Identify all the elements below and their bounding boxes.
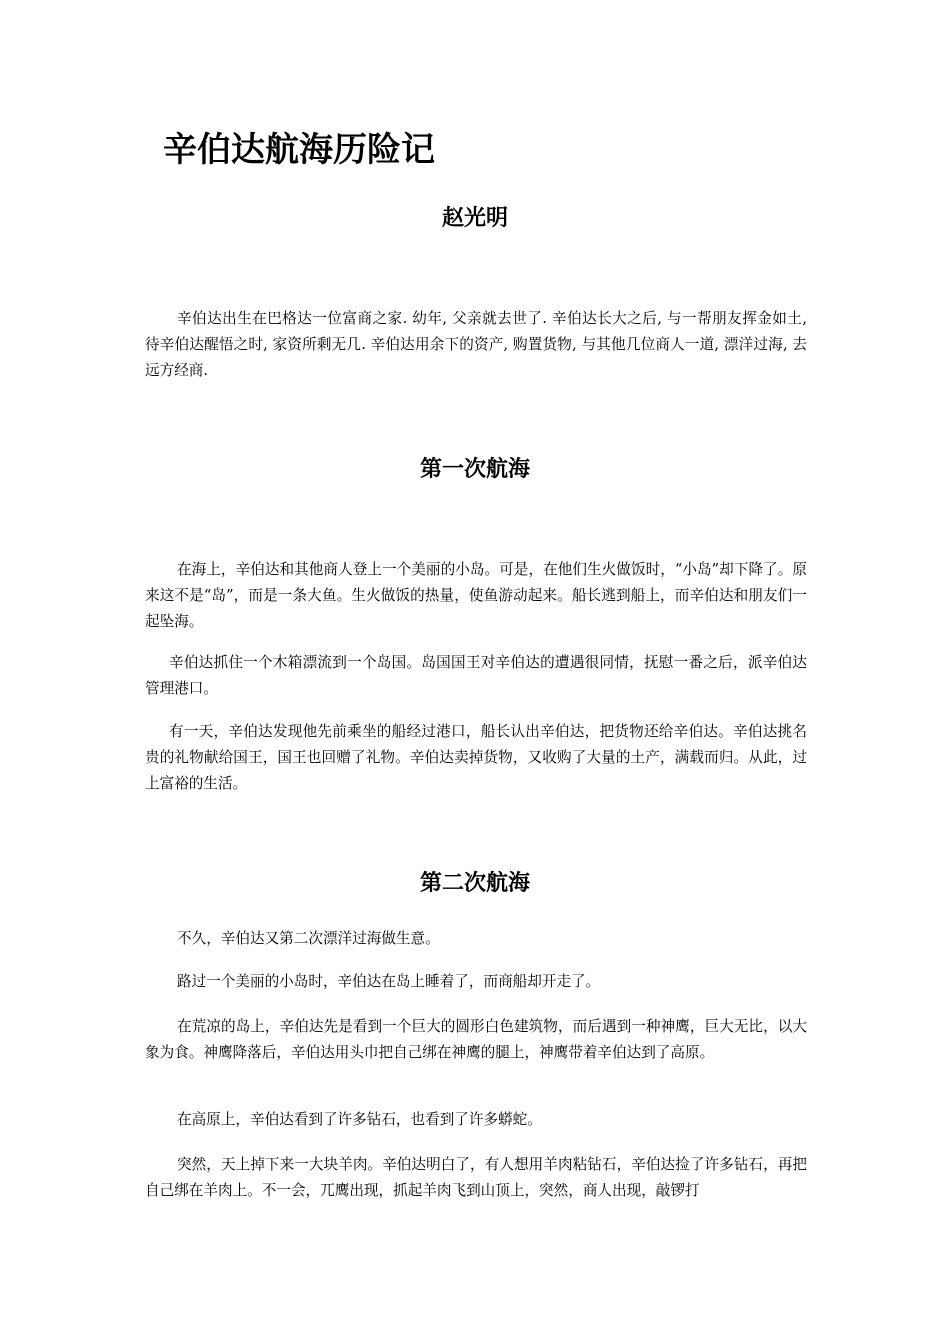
section-2-paragraph-3: 在荒凉的岛上，辛伯达先是看到一个巨大的圆形白色建筑物，而后遇到一种神鹰，巨大无比，以大象为食。神鹰降落后，辛伯达用头巾把自己绑在神鹰的腿上，神鹰带着辛伯达到了高原。: [145, 1018, 807, 1061]
section-heading-1: 第一次航海: [419, 456, 530, 482]
intro-paragraph: 辛伯达出生在巴格达一位富商之家. 幼年, 父亲就去世了. 辛伯达长大之后, 与一帮朋友挥金如土, 待辛伯达醒悟之时, 家资所剩无几. 辛伯达用余下的资产, 购置货物, 与其他几位商人一道, 漂洋过海, 去远方经商.: [145, 310, 807, 379]
section-1-paragraph-2: 辛伯达抓住一个木箱漂流到一个岛国。岛国国王对辛伯达的遭遇很同情，抚慰一番之后，派辛伯达管理港口。: [145, 654, 807, 697]
section-heading-2: 第二次航海: [419, 870, 530, 896]
section-2-paragraph-4: 在高原上，辛伯达看到了许多钻石，也看到了许多蟒蛇。: [177, 1111, 542, 1128]
section-2-paragraph-5: 突然，天上掉下来一大块羊肉。辛伯达明白了，有人想用羊肉粘钻石，辛伯达捡了许多钻石，再把自己绑在羊肉上。不一会，兀鹰出现，抓起羊肉飞到山顶上，突然，商人出现，敲锣打: [145, 1156, 807, 1199]
document-title: 辛伯达航海历险记: [163, 130, 435, 170]
section-1-paragraph-3: 有一天，辛伯达发现他先前乘坐的船经过港口，船长认出辛伯达，把货物还给辛伯达。辛伯达挑名贵的礼物献给国王，国王也回赠了礼物。辛伯达卖掉货物，又收购了大量的土产，满载而归。从此，过上富裕的生活。: [145, 723, 807, 792]
section-2-paragraph-2: 路过一个美丽的小岛时，辛伯达在岛上睡着了，而商船却开走了。: [177, 973, 601, 990]
author-name: 赵光明: [441, 205, 508, 231]
section-2-paragraph-1: 不久，辛伯达又第二次漂洋过海做生意。: [177, 930, 440, 947]
section-1-paragraph-1: 在海上，辛伯达和其他商人登上一个美丽的小岛。可是，在他们生火做饭时，“小岛”却下降了。原来这不是“岛”，而是一条大鱼。生火做饭的热量，使鱼游动起来。船长逃到船上，而辛伯达和朋友们一起坠海。: [145, 561, 807, 630]
